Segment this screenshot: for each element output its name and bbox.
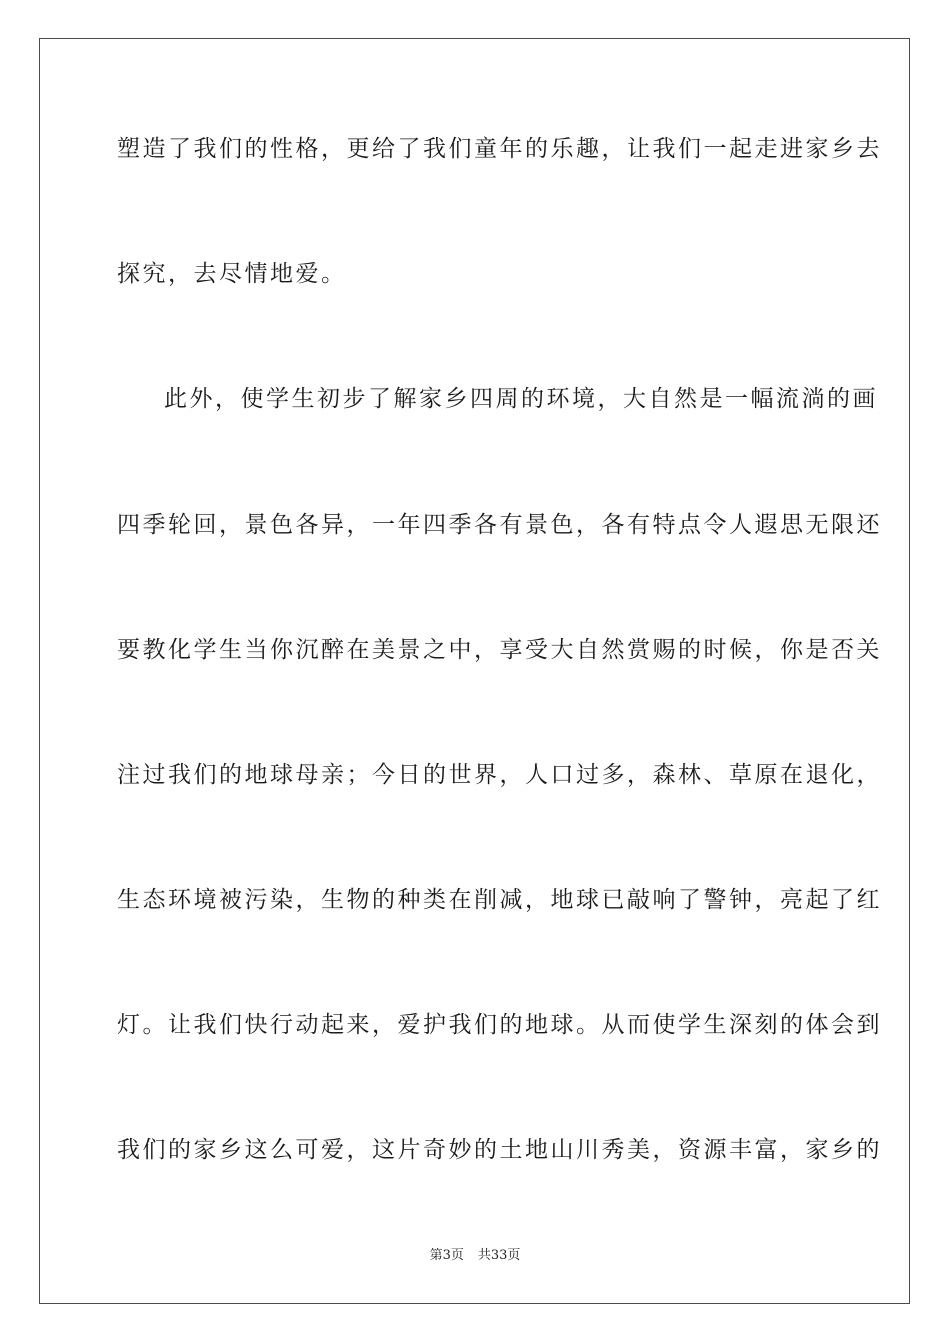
page-number: 第3页 <box>429 1248 464 1263</box>
page-border <box>39 38 910 1304</box>
paragraph-first-line: 此外，使学生初步了解家乡四周的环境，大自然是一幅流淌的画 <box>164 386 878 412</box>
text-line: 生态环境被污染，生物的种类在削减，地球已敲响了警钟，亮起了红 <box>117 887 882 913</box>
text-line: 探究，去尽情地爱。 <box>117 261 347 287</box>
text-line: 注过我们的地球母亲；今日的世界，人口过多，森林、草原在退化， <box>117 762 882 788</box>
text-line: 塑造了我们的性格，更给了我们童年的乐趣，让我们一起走进家乡去 <box>117 136 882 162</box>
text-line: 要教化学生当你沉醉在美景之中，享受大自然赏赐的时候，你是否关 <box>117 637 882 663</box>
text-line: 灯。让我们快行动起来，爱护我们的地球。从而使学生深刻的体会到 <box>117 1012 882 1038</box>
page-footer <box>0 1246 950 1266</box>
page-total: 共33页 <box>477 1248 521 1263</box>
text-line: 四季轮回，景色各异，一年四季各有景色，各有特点令人遐思无限还 <box>117 512 882 538</box>
text-line: 我们的家乡这么可爱，这片奇妙的土地山川秀美，资源丰富，家乡的 <box>117 1137 882 1163</box>
